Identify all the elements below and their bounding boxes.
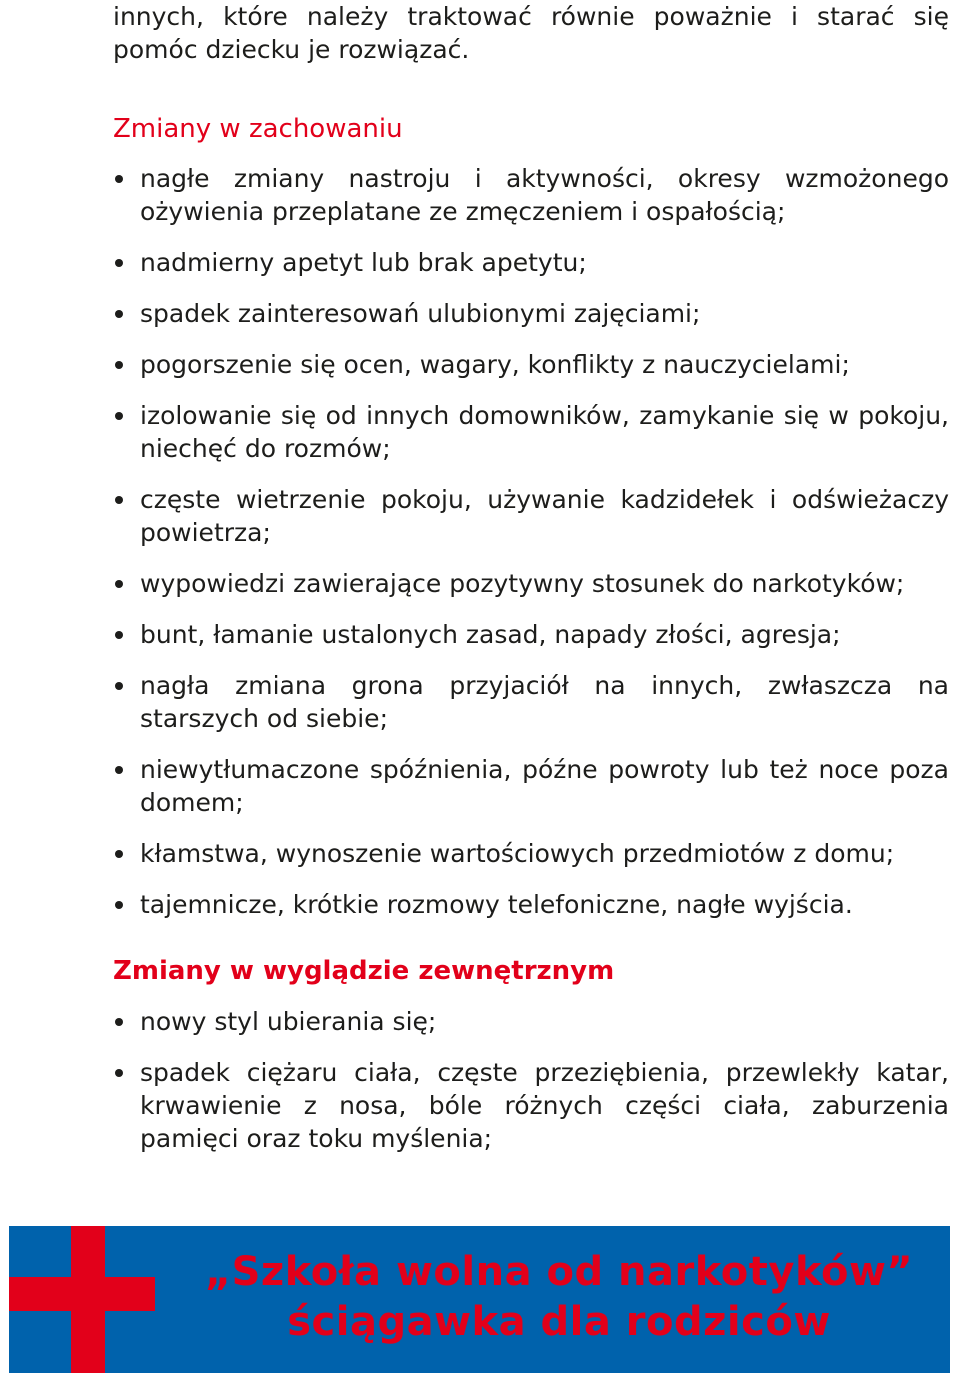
document-body — [113, 0, 949, 1155]
list-item: bunt, łamanie ustalonych zasad, napady złości, agresja; — [113, 618, 949, 651]
bullet-icon — [115, 580, 123, 588]
section-heading-appearance: Zmiany w wyglądzie zewnętrznym — [113, 956, 615, 986]
list-item: izolowanie się od innych domowników, zamykanie się w pokoju, niechęć do rozmów; — [113, 399, 949, 465]
list-item: spadek zainteresowań ulubionymi zajęciami; — [113, 297, 949, 330]
list-item: nowy styl ubierania się; — [113, 1005, 949, 1038]
bullet-icon — [115, 175, 123, 183]
list-item: spadek ciężaru ciała, częste przeziębienia, przewlekły katar, krwawienie z nosa, bóle różnych części ciała, zaburzenia pamięci oraz toku myślenia; — [113, 1056, 949, 1155]
footer-banner — [9, 1226, 950, 1373]
bullet-icon — [115, 901, 123, 909]
bullet-icon — [115, 361, 123, 369]
bullet-icon — [115, 850, 123, 858]
banner-title: „Szkoła wolna od narkotyków” — [204, 1249, 914, 1295]
bullet-icon — [115, 682, 123, 690]
list-item: nadmierny apetyt lub brak apetytu; — [113, 246, 949, 279]
bullet-icon — [115, 310, 123, 318]
list-item: częste wietrzenie pokoju, używanie kadzidełek i odświeżaczy powietrza; — [113, 483, 949, 549]
list-item: kłamstwa, wynoszenie wartościowych przedmiotów z domu; — [113, 837, 949, 870]
list-item: nagłe zmiany nastroju i aktywności, okresy wzmożonego ożywienia przeplatane ze zmęczeniem i ospałością; — [113, 162, 949, 228]
list-item: wypowiedzi zawierające pozytywny stosunek do narkotyków; — [113, 567, 949, 600]
banner-subtitle: ściągawka dla rodziców — [287, 1299, 831, 1345]
bullet-icon — [115, 631, 123, 639]
list-item: tajemnicze, krótkie rozmowy telefoniczne, nagłe wyjścia. — [113, 888, 949, 921]
behavior-list — [113, 162, 949, 921]
red-cross-icon-bar — [9, 1277, 155, 1311]
bullet-icon — [115, 766, 123, 774]
list-item: niewytłumaczone spóźnienia, późne powroty lub też noce poza domem; — [113, 753, 949, 819]
list-item: pogorszenie się ocen, wagary, konflikty z nauczycielami; — [113, 348, 949, 381]
section-heading-behavior: Zmiany w zachowaniu — [113, 114, 403, 144]
bullet-icon — [115, 259, 123, 267]
bullet-icon — [115, 412, 123, 420]
bullet-icon — [115, 496, 123, 504]
bullet-icon — [115, 1018, 123, 1026]
appearance-list — [113, 1005, 949, 1155]
bullet-icon — [115, 1069, 123, 1077]
intro-paragraph: innych, które należy traktować równie poważnie i starać się pomóc dziecku je rozwiązać. — [113, 2, 949, 64]
list-item: nagła zmiana grona przyjaciół na innych, zwłaszcza na starszych od siebie; — [113, 669, 949, 735]
